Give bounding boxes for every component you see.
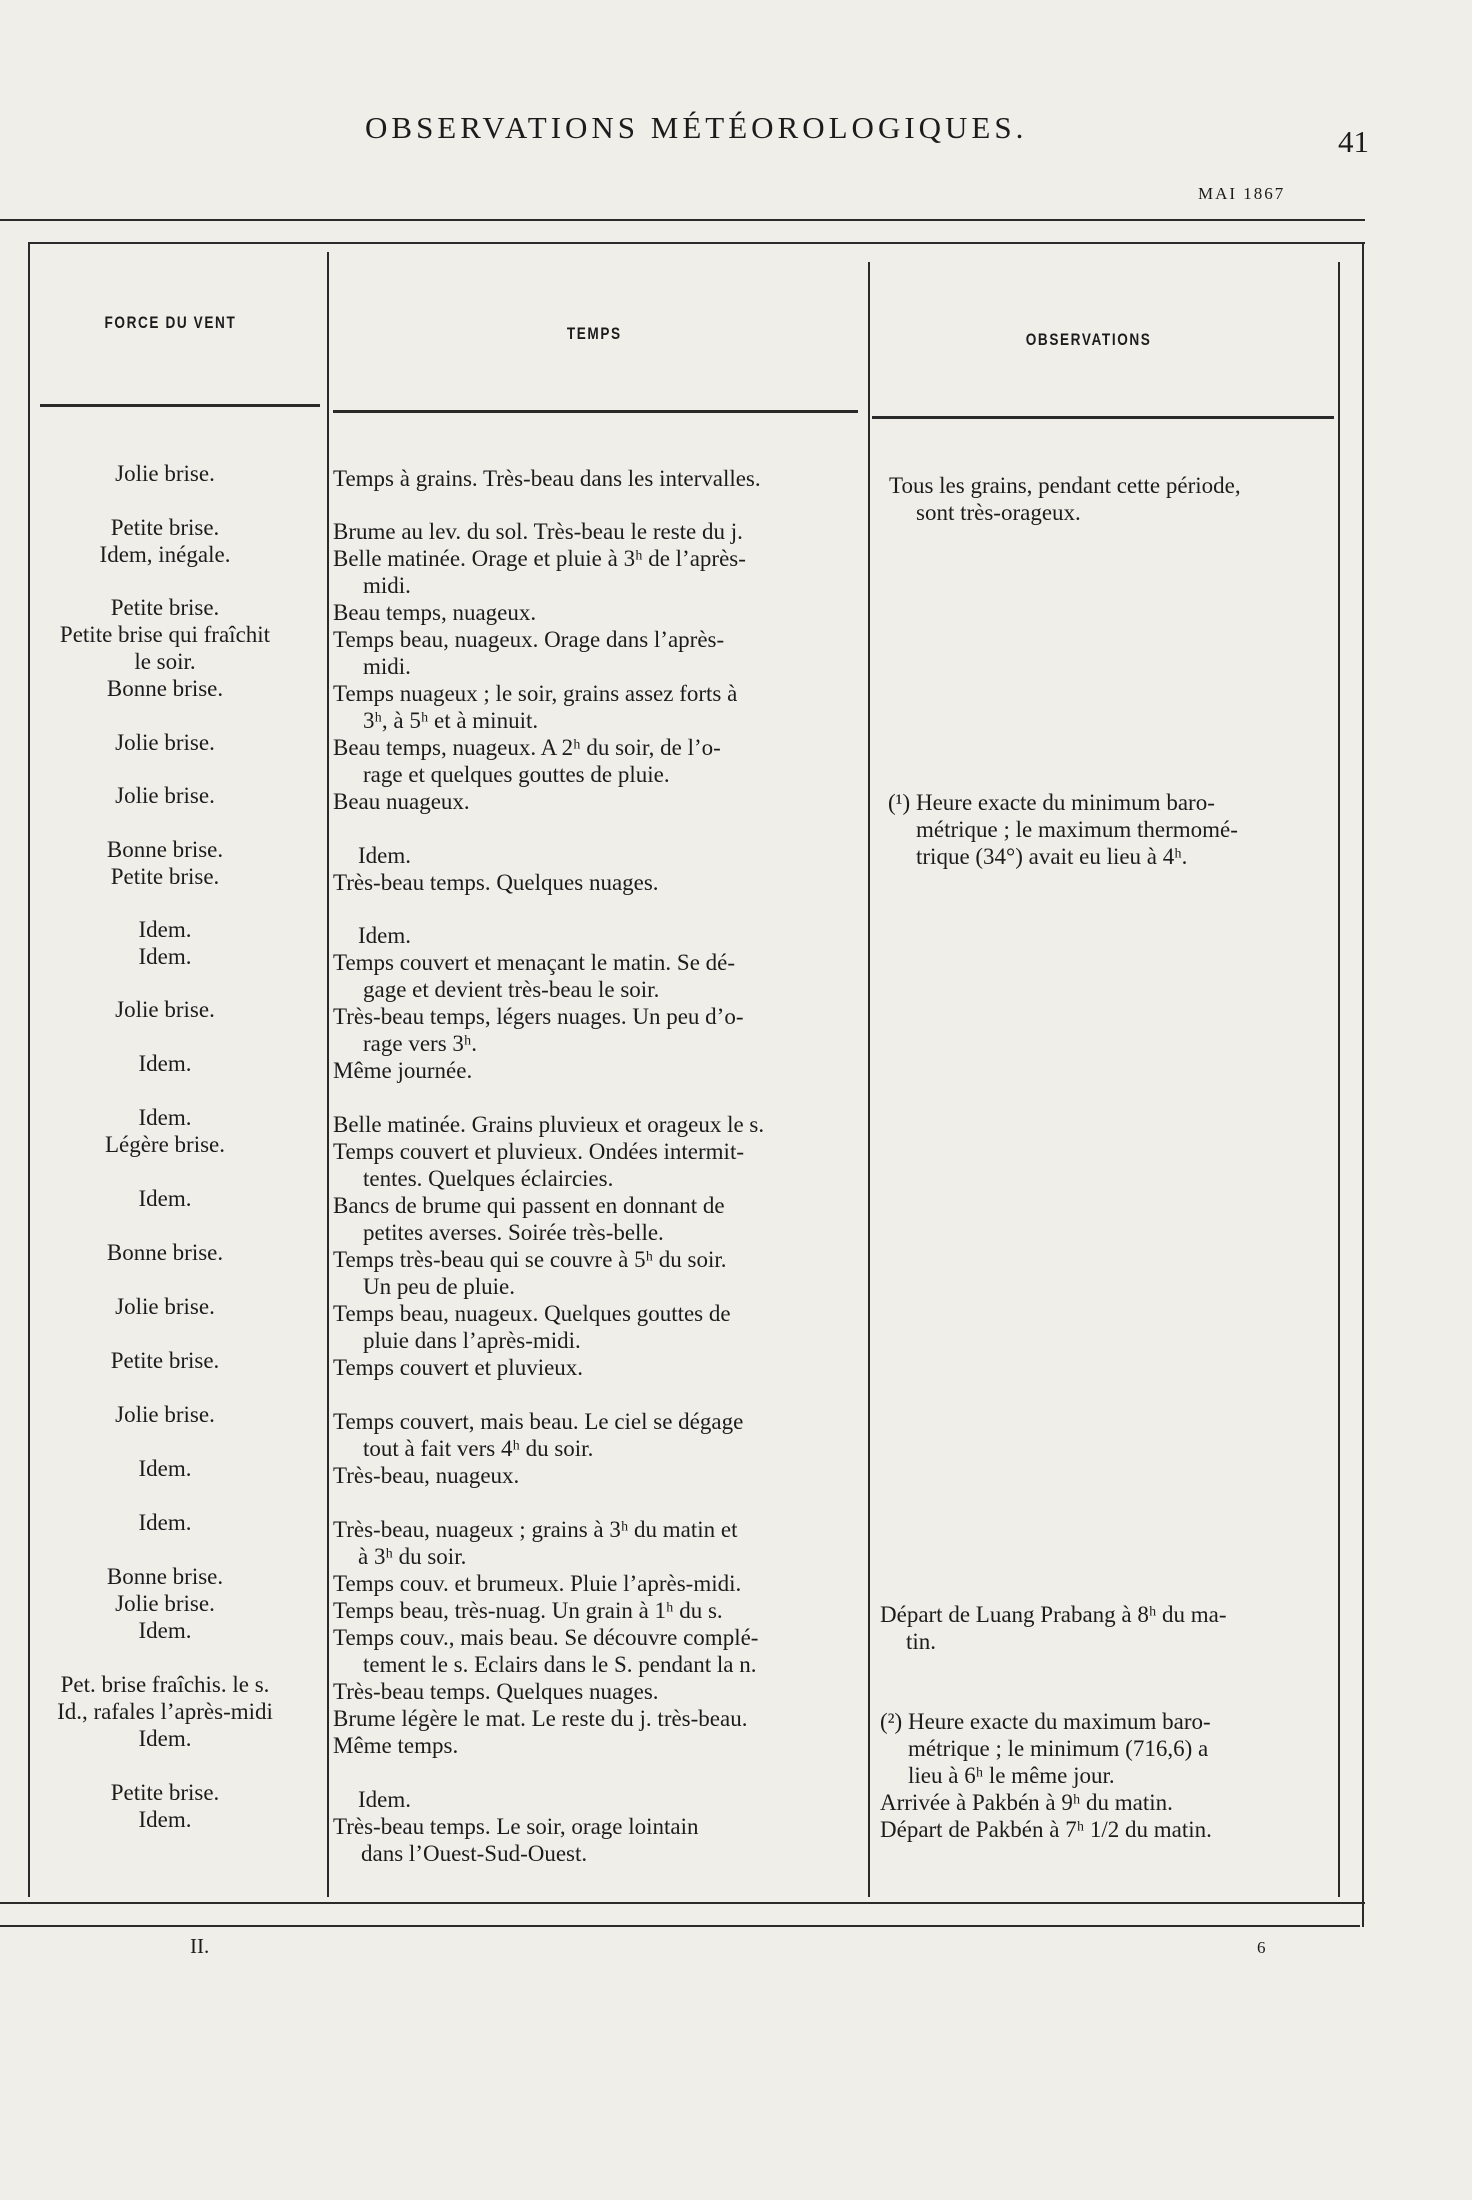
temps-row: rage et quelques gouttes de pluie.	[363, 762, 670, 787]
obs-row: Départ de Luang Prabang à 8ʰ du ma-	[880, 1602, 1227, 1627]
obs-row: Départ de Pakbén à 7ʰ 1/2 du matin.	[880, 1817, 1212, 1842]
temps-row: tentes. Quelques éclaircies.	[363, 1166, 614, 1191]
temps-row: gage et devient très-beau le soir.	[363, 977, 660, 1002]
force-row: Petite brise.	[110, 1780, 220, 1805]
header-rule	[0, 219, 1365, 221]
temps-row: Même journée.	[333, 1058, 473, 1083]
force-header-rule	[40, 404, 320, 407]
temps-row: Belle matinée. Orage et pluie à 3ʰ de l’après-	[333, 546, 746, 571]
force-row: Jolie brise.	[115, 783, 215, 808]
temps-row: Temps beau, très-nuag. Un grain à 1ʰ du s.	[333, 1598, 723, 1623]
force-row: Bonne brise.	[106, 1564, 224, 1589]
temps-row: Brume légère le mat. Le reste du j. très-beau.	[333, 1706, 748, 1731]
temps-row: tout à fait vers 4ʰ du soir.	[363, 1436, 594, 1461]
obs-row: (¹) Heure exacte du minimum baro-	[888, 790, 1215, 815]
temps-row: Même temps.	[333, 1733, 459, 1758]
force-row: Petite brise.	[110, 595, 220, 620]
obs-row: métrique ; le minimum (716,6) a	[908, 1736, 1209, 1761]
column-divider-force-temps	[327, 252, 329, 1897]
force-row: Idem.	[138, 1051, 192, 1076]
temps-row: Temps couv., mais beau. Se découvre complé-	[333, 1625, 759, 1650]
temps-row: Un peu de pluie.	[363, 1274, 516, 1299]
temps-row: à 3ʰ du soir.	[358, 1544, 467, 1569]
date-label: MAI 1867	[1198, 184, 1286, 203]
force-row: Bonne brise.	[106, 837, 224, 862]
sheet-number: 6	[1257, 1938, 1266, 1957]
force-row: Idem.	[138, 1510, 192, 1535]
temps-row: Brume au lev. du sol. Très-beau le reste du j.	[333, 519, 743, 544]
temps-header-rule	[333, 410, 858, 413]
temps-row: rage vers 3ʰ.	[363, 1031, 478, 1056]
running-title: OBSERVATIONS MÉTÉOROLOGIQUES.	[365, 110, 1028, 145]
force-row: Jolie brise.	[115, 730, 215, 755]
temps-row: Temps couvert et menaçant le matin. Se dé-	[333, 950, 736, 975]
temps-row: Très-beau temps, légers nuages. Un peu d’o-	[333, 1004, 744, 1029]
force-row: Idem.	[138, 1726, 192, 1751]
temps-row: tement le s. Eclairs dans le S. pendant la n.	[363, 1652, 757, 1677]
force-row: Petite brise.	[110, 864, 220, 889]
obs-header-rule	[872, 416, 1334, 419]
temps-row: midi.	[363, 654, 411, 679]
obs-row: métrique ; le maximum thermomé-	[916, 817, 1238, 842]
force-row: Petite brise.	[110, 1348, 220, 1373]
temps-row: Belle matinée. Grains pluvieux et orageux le s.	[333, 1112, 765, 1137]
force-row: Petite brise.	[110, 515, 220, 540]
force-row: Jolie brise.	[115, 1591, 215, 1616]
table-bottom-rule-2	[0, 1925, 1360, 1927]
temps-row: Bancs de brume qui passent en donnant de	[333, 1193, 725, 1218]
temps-row: Temps beau, nuageux. Quelques gouttes de	[333, 1301, 731, 1326]
obs-row: lieu à 6ʰ le même jour.	[908, 1763, 1115, 1788]
force-row: Jolie brise.	[115, 997, 215, 1022]
obs-row: tin.	[906, 1629, 937, 1654]
force-row: Idem.	[138, 917, 192, 942]
temps-row: Idem.	[358, 843, 412, 868]
temps-row: midi.	[363, 573, 411, 598]
temps-row: Beau temps, nuageux.	[333, 600, 537, 625]
column-header-force: FORCE DU VENT	[104, 313, 237, 332]
force-row: Idem.	[138, 1456, 192, 1481]
temps-row: Idem.	[358, 923, 412, 948]
force-row: Idem.	[138, 1618, 192, 1643]
force-row: Idem, inégale.	[99, 542, 231, 567]
temps-row: Très-beau, nuageux.	[333, 1463, 520, 1488]
force-row: Id., rafales l’après-midi	[57, 1699, 273, 1724]
temps-row: Temps nuageux ; le soir, grains assez forts à	[333, 681, 738, 706]
temps-row: Très-beau temps. Quelques nuages.	[333, 870, 659, 895]
temps-row: Temps couvert, mais beau. Le ciel se dégage	[333, 1409, 744, 1434]
force-row: Idem.	[138, 1186, 192, 1211]
table-bottom-rule	[0, 1902, 1365, 1904]
temps-row: Temps couvert et pluvieux.	[333, 1355, 584, 1380]
temps-row: pluie dans l’après-midi.	[363, 1328, 581, 1353]
temps-row: dans l’Ouest-Sud-Ouest.	[361, 1841, 588, 1866]
temps-row: Très-beau, nuageux ; grains à 3ʰ du matin et	[333, 1517, 738, 1542]
temps-row: Temps très-beau qui se couvre à 5ʰ du soir.	[333, 1247, 727, 1272]
temps-row: Très-beau temps. Quelques nuages.	[333, 1679, 659, 1704]
temps-row: Temps couvert et pluvieux. Ondées intermit-	[333, 1139, 745, 1164]
obs-row: sont très-orageux.	[916, 500, 1081, 525]
signature-mark: II.	[190, 1934, 210, 1958]
force-row: Légère brise.	[104, 1132, 226, 1157]
temps-row: Temps à grains. Très-beau dans les intervalles.	[333, 466, 761, 491]
table-top-rule	[28, 242, 1365, 244]
temps-row: petites averses. Soirée très-belle.	[363, 1220, 664, 1245]
force-row: Pet. brise fraîchis. le s.	[60, 1672, 270, 1697]
temps-row: Très-beau temps. Le soir, orage lointain	[333, 1814, 699, 1839]
obs-row: trique (34°) avait eu lieu à 4ʰ.	[916, 844, 1188, 869]
column-header-observations: OBSERVATIONS	[1025, 330, 1152, 349]
temps-row: 3ʰ, à 5ʰ et à minuit.	[363, 708, 539, 733]
column-header-temps: TEMPS	[566, 324, 622, 343]
obs-row: (²) Heure exacte du maximum baro-	[880, 1709, 1211, 1734]
temps-row: Temps couv. et brumeux. Pluie l’après-midi.	[333, 1571, 742, 1596]
force-row: Petite brise qui fraîchit	[59, 622, 271, 647]
force-row: le soir.	[134, 649, 196, 674]
force-row: Idem.	[138, 944, 192, 969]
force-row: Idem.	[138, 1105, 192, 1130]
temps-row: Temps beau, nuageux. Orage dans l’après-	[333, 627, 725, 652]
temps-row: Beau nuageux.	[333, 789, 470, 814]
force-row: Bonne brise.	[106, 676, 224, 701]
force-row: Jolie brise.	[115, 461, 215, 486]
force-row: Bonne brise.	[106, 1240, 224, 1265]
force-row: Jolie brise.	[115, 1294, 215, 1319]
obs-row: Arrivée à Pakbén à 9ʰ du matin.	[880, 1790, 1173, 1815]
page-number: 41	[1338, 124, 1369, 159]
obs-row: Tous les grains, pendant cette période,	[889, 473, 1241, 498]
force-row: Jolie brise.	[115, 1402, 215, 1427]
temps-row: Beau temps, nuageux. A 2ʰ du soir, de l’o-	[333, 735, 721, 760]
force-row: Idem.	[138, 1807, 192, 1832]
column-divider-right-outer	[1362, 242, 1364, 1927]
temps-row: Idem.	[358, 1787, 412, 1812]
